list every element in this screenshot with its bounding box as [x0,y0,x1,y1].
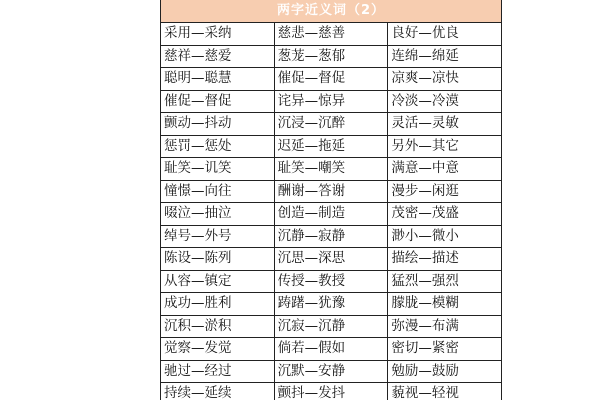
table-cell: 另外—其它 [391,137,459,154]
table-cell: 满意—中意 [391,160,459,176]
table-cell: 惩罚—惩处 [161,136,275,158]
table-cell: 酬谢—答谢 [275,181,389,203]
table-cell: 颤抖—发抖 [275,383,389,400]
table-cell: 持续—延续 [161,383,275,400]
table-title: 两字近义词（2） [161,0,501,23]
table-body [161,23,501,400]
table-cell: 沉默—安静 [275,361,389,383]
table-cell: 沉寂—沉静 [275,316,389,338]
table-cell: 沉积—淤积 [161,316,275,338]
table-cell: 驰过—经过 [161,361,275,383]
table-cell: 弥漫—布满 [391,317,459,334]
table-cell: 绰号—外号 [161,226,275,248]
table-cell: 沉静—寂静 [275,226,389,248]
table-cell: 创造—制造 [275,203,389,225]
table-cell: 催促—督促 [161,91,275,113]
table-cell: 藐视—轻视 [391,385,459,400]
table-cell: 慈祥—慈爱 [161,46,275,68]
table-row [161,271,501,294]
synonym-table [160,0,502,400]
table-cell: 沉浸—沉醉 [275,113,389,135]
table-cell: 良好—优良 [391,25,459,41]
table-row [161,113,501,136]
table-cell: 从容—镇定 [161,271,275,293]
table-cell: 葱茏—葱郁 [275,46,389,68]
table-cell: 渺小—微小 [391,227,459,244]
table-cell: 颤动—抖动 [161,113,275,135]
table-cell: 啜泣—抽泣 [161,203,275,225]
table-row [161,338,501,361]
table-cell: 慈悲—慈善 [275,23,389,45]
table-cell: 耻笑—嘲笑 [275,158,389,180]
table-row [161,68,501,91]
table-cell: 朦胧—模糊 [391,295,459,311]
table-cell: 采用—采纳 [161,23,275,45]
table-cell: 憧憬—向往 [161,181,275,203]
table-cell: 茂密—茂盛 [391,205,459,221]
table-cell: 陈设—陈列 [161,248,275,270]
table-cell: 漫步—闲逛 [391,182,459,199]
table-cell: 觉察—发觉 [161,338,275,360]
table-cell: 密切—紧密 [391,340,459,356]
table-cell: 诧异—惊异 [275,91,389,113]
table-cell: 凉爽—凉快 [391,70,459,86]
table-row [161,248,501,271]
table-cell: 连绵—绵延 [391,47,459,64]
table-row [161,158,501,181]
table-row [161,136,501,159]
table-row [161,46,501,69]
table-row [161,203,501,226]
table-cell: 成功—胜利 [161,293,275,315]
table-cell: 踌躇—犹豫 [275,293,389,315]
table-cell: 描绘—描述 [391,250,459,266]
table-row [161,23,501,46]
table-cell: 迟延—拖延 [275,136,389,158]
table-cell: 催促—督促 [275,68,389,90]
table-row [161,226,501,249]
table-cell: 灵活—灵敏 [391,115,459,131]
table-cell: 传授—教授 [275,271,389,293]
table-cell: 沉思—深思 [275,248,389,270]
table-cell: 聪明—聪慧 [161,68,275,90]
table-row [161,181,501,204]
table-row [161,316,501,339]
table-cell: 猛烈—强烈 [391,272,459,289]
table-cell: 冷淡—冷漠 [391,92,459,109]
table-cell: 耻笑—讥笑 [161,158,275,180]
table-cell: 倘若—假如 [275,338,389,360]
table-row [161,383,501,400]
table-row [161,293,501,316]
table-cell: 勉励—鼓励 [391,362,459,379]
table-row [161,91,501,114]
table-row [161,361,501,384]
